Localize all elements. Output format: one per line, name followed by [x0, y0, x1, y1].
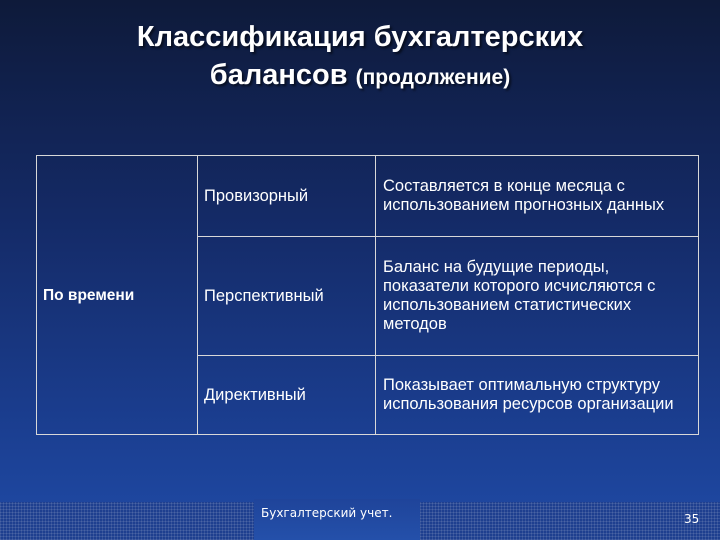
footer-text: Бухгалтерский учет.: [261, 506, 393, 520]
type-cell: Провизорный: [198, 156, 376, 237]
type-cell: Перспективный: [198, 237, 376, 356]
title-line-2: [0, 56, 720, 97]
title-suffix: (продолжение): [355, 66, 511, 89]
classification-table: [36, 155, 699, 435]
slide-title: [0, 18, 720, 97]
criterion-cell: По времени: [37, 156, 198, 435]
description-cell: Показывает оптимальную структуру использования ресурсов организации: [376, 356, 699, 435]
description-cell: Баланс на будущие периоды, показатели которого исчисляются с использованием статистических методов: [376, 237, 699, 356]
title-main: балансов: [209, 59, 348, 91]
description-cell: Составляется в конце месяца с использованием прогнозных данных: [376, 156, 699, 237]
title-line-1: Классификация бухгалтерских: [136, 21, 584, 53]
table-row: [37, 156, 699, 237]
page-number: 35: [684, 512, 700, 526]
type-cell: Директивный: [198, 356, 376, 435]
